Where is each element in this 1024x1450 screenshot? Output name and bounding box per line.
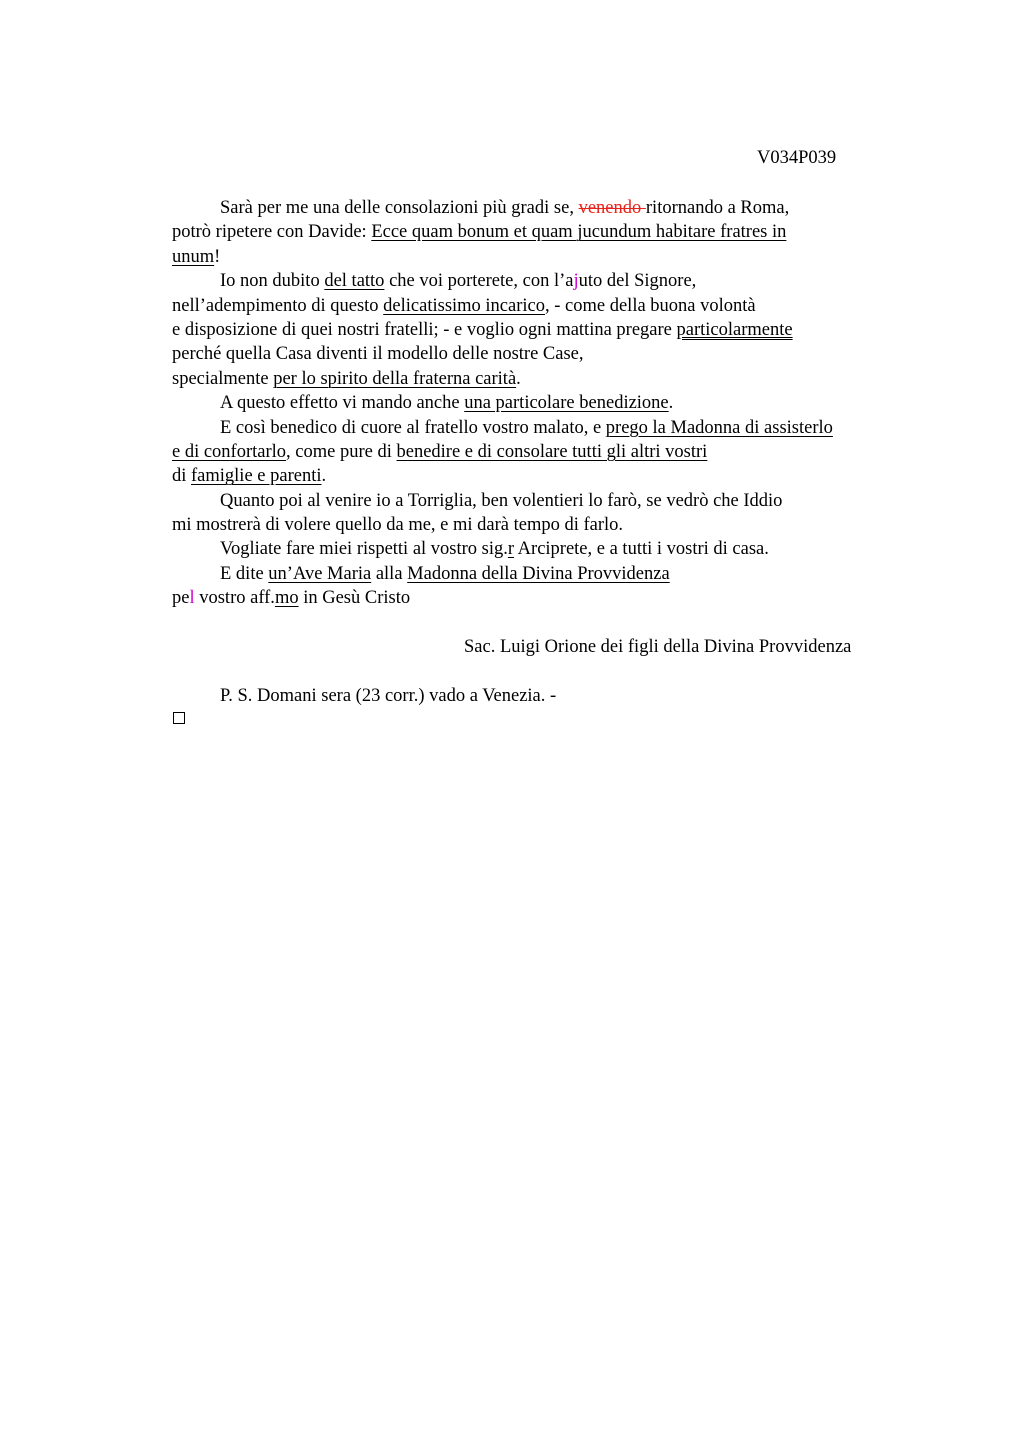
text-run: in Gesù Cristo	[298, 588, 411, 609]
paragraph-2-line-5	[172, 367, 932, 391]
underlined-quote: Ecce quam bonum et quam jucundum habitare fratres in	[371, 222, 787, 243]
paragraph-4-line-3	[172, 464, 932, 488]
text-run: E così benedico di cuore al fratello vostro malato, e	[220, 417, 606, 438]
underlined-phrase: un’Ave Maria	[268, 563, 372, 584]
underlined-phrase: per lo spirito della fraterna carità	[273, 368, 517, 389]
paragraph-2-line-1	[172, 269, 932, 293]
paragraph-4-line-1	[172, 416, 932, 440]
paragraph-1-line-1	[172, 196, 932, 220]
underlined-phrase: benedire e di consolare tutti gli altri vostri	[396, 441, 708, 462]
paragraph-7-line-2	[172, 586, 932, 610]
underlined-abbreviation: mo	[274, 588, 299, 609]
text-run: Sarà per me una delle consolazioni più gradi se,	[220, 198, 579, 218]
underlined-phrase: famiglie e parenti	[191, 466, 322, 487]
text-run: .	[668, 393, 674, 414]
paragraph-2-line-4: perché quella Casa diventi il modello delle nostre Case,	[172, 344, 584, 365]
paragraph-2-line-3	[172, 318, 932, 342]
text-run: potrò ripetere con Davide:	[172, 222, 372, 243]
text-run: Vogliate fare miei rispetti al vostro sig.	[220, 539, 508, 560]
text-run: Io non dubito	[220, 271, 325, 292]
inserted-letter: l	[189, 588, 195, 609]
document-reference: V034P039	[757, 148, 837, 168]
text-run: E dite	[220, 563, 269, 584]
text-run: pe	[172, 588, 190, 609]
text-run: Arciprete, e a tutti i vostri di casa.	[514, 539, 769, 560]
paragraph-1-line-2	[172, 220, 932, 244]
letter-body	[172, 196, 932, 611]
text-run: specialmente	[172, 368, 274, 389]
text-run: !	[214, 246, 221, 267]
signature: Sac. Luigi Orione dei figli della Divina Provvidenza	[464, 637, 852, 657]
text-run: nell’adempimento di questo	[172, 295, 384, 316]
text-run: alla	[371, 563, 408, 584]
text-run: di	[172, 466, 192, 487]
paragraph-7-line-1	[172, 562, 932, 586]
inserted-letter: j	[573, 271, 579, 292]
text-run: ritornando a Roma,	[645, 198, 790, 218]
text-run: vostro aff.	[194, 588, 275, 609]
double-underlined-word: particolarmente	[676, 319, 793, 340]
underlined-phrase: una particolare benedizione	[464, 393, 669, 414]
paragraph-4-line-2	[172, 440, 932, 464]
text-run: .	[321, 466, 327, 487]
paragraph-1-line-3	[172, 245, 932, 269]
text-run: uto del Signore,	[578, 271, 697, 292]
text-run: e disposizione di quei nostri fratelli; - e voglio ogni mattina pregare	[172, 319, 677, 340]
empty-square-symbol	[173, 712, 185, 724]
text-run: .	[516, 368, 521, 389]
underlined-phrase: del tatto	[324, 271, 385, 292]
postscript: P. S. Domani sera (23 corr.) vado a Venezia. -	[220, 686, 557, 706]
text-run: , - come della buona volontà	[545, 295, 756, 316]
text-run: che voi porterete, con l’a	[384, 271, 574, 292]
underlined-quote: unum	[172, 246, 215, 267]
paragraph-5-line-2: mi mostrerà di volere quello da me, e mi darà tempo di farlo.	[172, 515, 624, 536]
paragraph-2-line-2	[172, 294, 932, 318]
text-run: , come pure di	[286, 441, 397, 462]
text-run: A questo effetto vi mando anche	[220, 393, 465, 414]
underlined-phrase: e di confortarlo	[172, 441, 287, 462]
deleted-word: venendo	[578, 198, 646, 218]
paragraph-6	[172, 537, 932, 561]
paragraph-5-line-1: Quanto poi al venire io a Torriglia, ben volentieri lo farò, se vedrò che Iddio	[220, 490, 783, 511]
underlined-abbreviation: r	[507, 539, 515, 560]
underlined-phrase: prego la Madonna di assisterlo	[605, 417, 833, 438]
underlined-phrase: Madonna della Divina Provvidenza	[407, 563, 670, 584]
paragraph-3	[172, 391, 932, 415]
underlined-phrase: delicatissimo incarico	[383, 295, 545, 316]
